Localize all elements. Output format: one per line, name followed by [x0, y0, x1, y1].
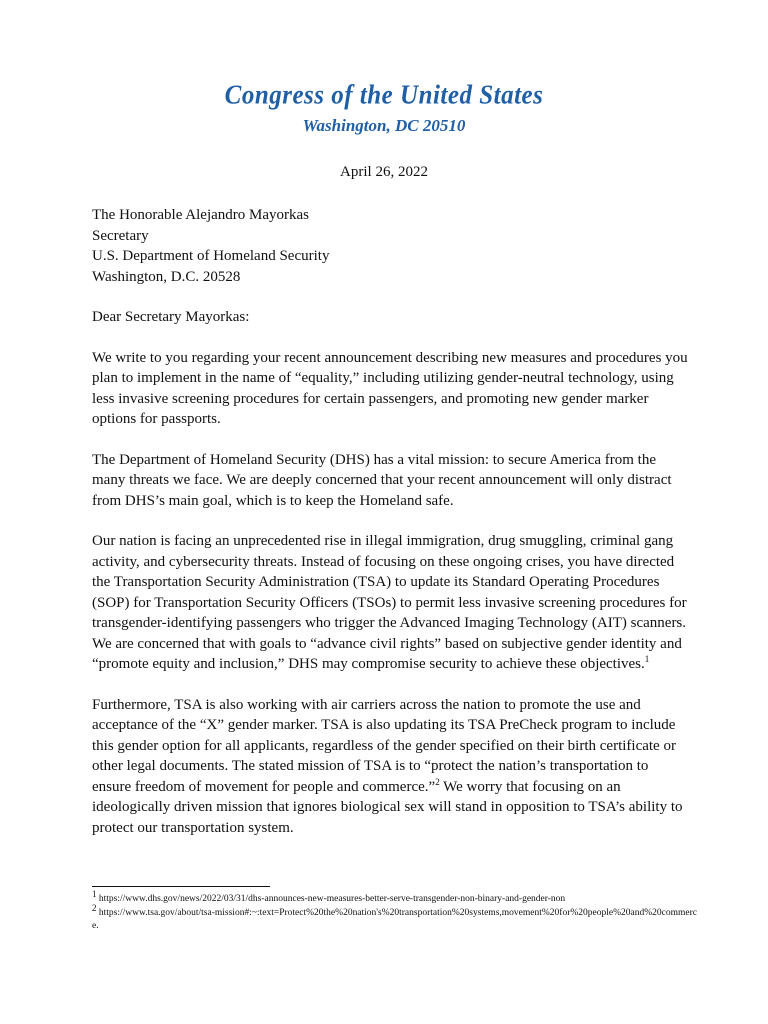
letter-body [92, 205, 688, 838]
paragraph-text: Furthermore, TSA is also working with air carriers across the nation to promote the use and acceptance of the “X” gender marker. TSA is also updating its TSA PreCheck program to include this gender option for all applicants, regardless of the gender specified on their birth certificate or other legal documents. The stated mission of TSA is to “protect the nation’s transportation to ensure freedom of movement for people and commerce.” [92, 696, 676, 795]
footnote-divider [92, 886, 270, 887]
footnote-number: 1 [92, 888, 97, 899]
salutation: Dear Secretary Mayorkas: [92, 309, 250, 325]
footnote [92, 902, 702, 934]
body-paragraph: The Department of Homeland Security (DHS) has a vital mission: to secure America from the many threats we face. We are deeply concerned that your recent announcement will only distract from DHS’s main goal, which is to keep the Homeland safe. [92, 451, 672, 509]
letter-date: April 26, 2022 [340, 164, 428, 180]
footnote [92, 888, 702, 907]
address-line: Washington, D.C. 20528 [92, 268, 241, 285]
address-line: Secretary [92, 227, 149, 244]
paragraph-text: We worry that focusing on an ideologically driven mission that ignores biological sex will stand in opposition to TSA’s ability to protect our transportation system. [92, 778, 683, 836]
footnote-link[interactable]: https://www.dhs.gov/news/2022/03/31/dhs-announces-new-measures-better-serve-transgender-non-binary-and-gender-non [98, 894, 566, 904]
paragraph-text: Our nation is facing an unprecedented rise in illegal immigration, drug smuggling, criminal gang activity, and cybersecurity threats. Instead of focusing on these ongoing crises, you have directed the Transportation Security Administration (TSA) to update its Standard Operating Procedures (SOP) for Transportation Security Officers (TSOs) to permit less invasive screening procedures for transgender-identifying passengers who trigger the Advanced Imaging Technology (AIT) scanners. We are concerned that with goals to “advance civil rights” based on subjective gender identity and “promote equity and inclusion,” DHS may compromise security to achieve these objectives. [92, 533, 687, 672]
address-line: U.S. Department of Homeland Security [92, 248, 330, 264]
footnote-ref[interactable]: 1 [644, 654, 650, 664]
body-paragraph [92, 695, 688, 839]
body-paragraph [92, 531, 688, 675]
footnote-link[interactable]: https://www.tsa.gov/about/tsa-mission#:~:text=Protect%20the%20nation's%20transportation%20systems,movement%20for%20people%20and%20commerce. [92, 907, 697, 931]
letterhead [0, 82, 768, 136]
letterhead-subtitle: Washington, DC 20510 [302, 116, 466, 135]
letterhead-title: Congress of the United States [224, 80, 544, 111]
footnote-number: 2 [92, 902, 97, 913]
body-paragraph: We write to you regarding your recent announcement describing new measures and procedures you plan to implement in the name of “equality,” including utilizing gender-neutral technology, using less invasive screening procedures for certain passengers, and promoting new gender marker options for passports. [92, 349, 688, 427]
recipient-address [92, 205, 688, 287]
footnotes [92, 888, 702, 934]
footnote-ref[interactable]: 2 [435, 776, 440, 787]
address-line: The Honorable Alejandro Mayorkas [92, 207, 310, 223]
